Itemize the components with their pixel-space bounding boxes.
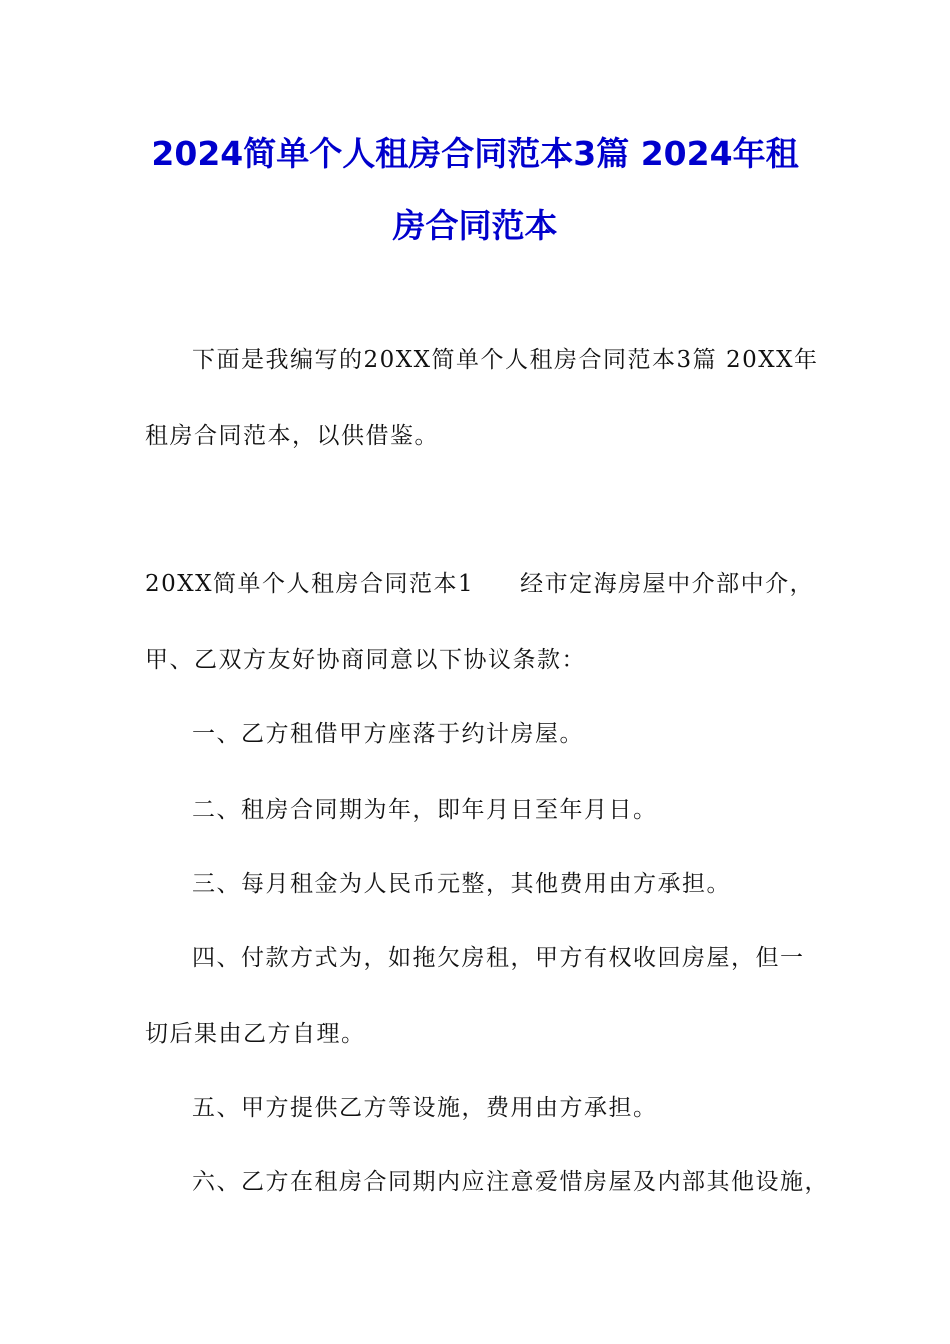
sample-paragraph-line-2: 甲、乙双方友好协商同意以下协议条款： xyxy=(145,647,586,673)
clause-6-line-1: 六、乙方在租房合同期内应注意爱惜房屋及内部其他设施， xyxy=(192,1169,829,1195)
intro-paragraph-line-2: 租房合同范本，以供借鉴。 xyxy=(145,423,439,449)
clause-2: 二、租房合同期为年，即年月日至年月日。 xyxy=(192,797,658,823)
intro-paragraph-line-1: 下面是我编写的20XX简单个人租房合同范本3篇 20XX年 xyxy=(192,347,819,373)
clause-5: 五、甲方提供乙方等设施，费用由方承担。 xyxy=(192,1095,658,1121)
sample-heading: 20XX简单个人租房合同范本1 xyxy=(145,571,475,597)
clause-1: 一、乙方租借甲方座落于约计房屋。 xyxy=(192,721,584,747)
document-title-line-1: 2024简单个人租房合同范本3篇 2024年租 xyxy=(151,134,799,173)
sample-lead-text: 经市定海房屋中介部中介， xyxy=(520,571,815,597)
clause-4-line-2: 切后果由乙方自理。 xyxy=(145,1021,366,1047)
clause-3: 三、每月租金为人民币元整，其他费用由方承担。 xyxy=(192,871,731,897)
sample-heading-line xyxy=(145,568,815,600)
clause-4-line-1: 四、付款方式为，如拖欠房租，甲方有权收回房屋，但一 xyxy=(192,945,805,971)
document-title-line-2: 房合同范本 xyxy=(392,206,558,245)
